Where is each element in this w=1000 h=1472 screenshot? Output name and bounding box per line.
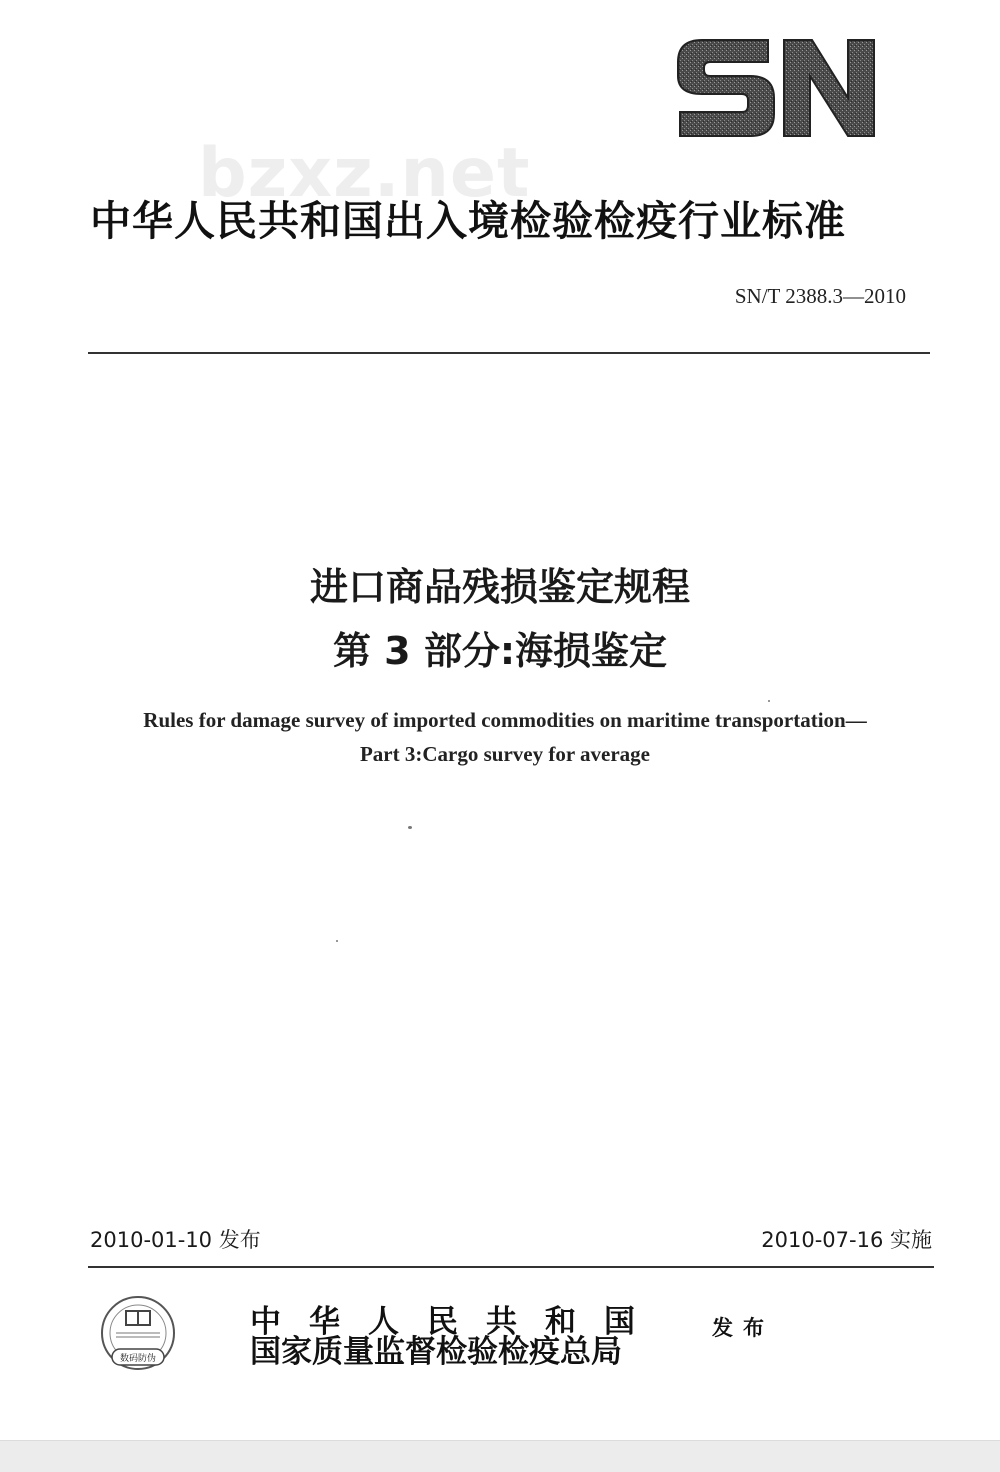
standard-category-title: 中华人民共和国出入境检验检疫行业标准 xyxy=(90,197,846,245)
scan-speck xyxy=(336,940,338,942)
effective-date: 2010-07-16 实施 xyxy=(761,1228,932,1252)
document-title-cn-line1: 进口商品残损鉴定规程 xyxy=(309,565,690,609)
publish-label: 发布 xyxy=(712,1315,774,1340)
scan-speck xyxy=(408,826,412,829)
seal-label: 数码防伪 xyxy=(119,1354,156,1364)
publisher-line1: 中华人民共和国 xyxy=(250,1304,663,1340)
standard-code: SN/T 2388.3—2010 xyxy=(734,284,906,308)
issue-date: 2010-01-10 发布 xyxy=(90,1228,261,1252)
watermark: bzxz.net xyxy=(198,134,531,213)
document-title-en-line1: Rules for damage survey of imported commodities on maritime transportation— xyxy=(143,708,867,732)
document-title-en-line2: Part 3:Cargo survey for average xyxy=(359,742,650,766)
anti-counterfeit-seal xyxy=(92,1293,184,1379)
footer-divider xyxy=(88,1266,934,1268)
document-title-cn-line2: 第 3 部分:海损鉴定 xyxy=(332,629,668,673)
publisher-line2: 国家质量监督检验检疫总局 xyxy=(250,1334,622,1370)
viewer-bottom-strip xyxy=(0,1440,1000,1472)
sn-logo xyxy=(672,32,880,144)
scan-speck xyxy=(768,700,770,702)
header-divider xyxy=(88,352,930,354)
